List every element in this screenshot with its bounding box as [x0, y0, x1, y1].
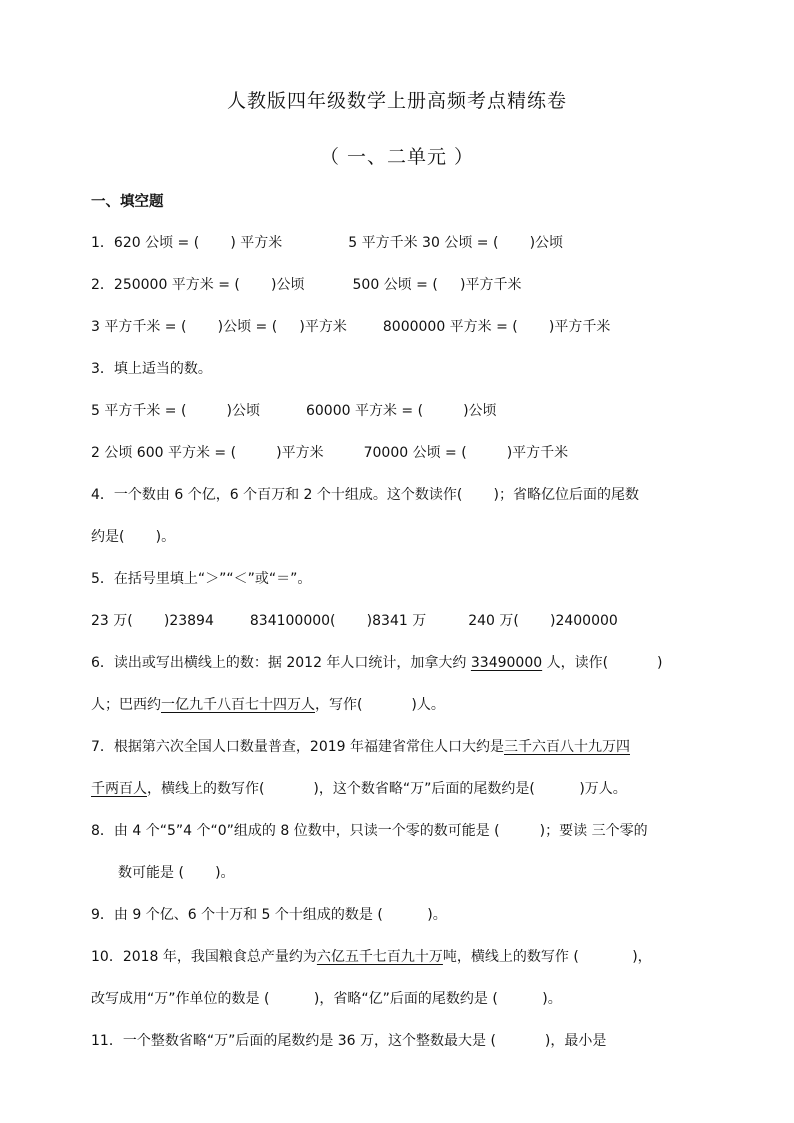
- question-5-row: [91, 610, 618, 630]
- question-8-cont: 数可能是 ( )。: [118, 865, 235, 881]
- q10-underlined-words: 六亿五千七百九十万: [316, 949, 443, 965]
- question-3-row2: [91, 442, 568, 462]
- question-6: [91, 652, 662, 672]
- q2-part-d: 8000000 平方米 = ( )平方千米: [382, 319, 611, 335]
- q6-text: 6．读出或写出横线上的数：据 2012 年人口统计，加拿大约: [91, 655, 471, 671]
- question-6-cont: [91, 694, 445, 714]
- page-title: 人教版四年级数学上册高频考点精练卷: [226, 90, 567, 112]
- section-heading: 一、填空题: [91, 194, 164, 210]
- question-2: [91, 274, 522, 294]
- q6-underlined-number: 33490000: [470, 655, 543, 671]
- q1-part-b: 5 平方千米 30 公顷 = ( )公顷: [348, 235, 564, 251]
- q7-underlined-words-2: 千两百人: [91, 781, 147, 797]
- q6-text-2-end: ，写作( )人。: [315, 697, 445, 713]
- question-7: [91, 736, 630, 756]
- q6-text-2: 人；巴西约: [91, 697, 161, 713]
- page-subtitle: （ 一、二单元 ）: [319, 146, 475, 168]
- q7-text-2: ，横线上的数写作( )，这个数省略“万”后面的尾数约是( )万人。: [147, 781, 627, 797]
- q3-part-c: 2 公顷 600 平方米 = ( )平方米: [91, 445, 324, 461]
- q6-underlined-words: 一亿九千八百七十四万人: [161, 697, 315, 713]
- question-1: [91, 232, 563, 252]
- question-10: [91, 946, 652, 966]
- q3-part-b: 60000 平方米 = ( )公顷: [305, 403, 497, 419]
- question-5: 5．在括号里填上“＞”“＜”或“＝”。: [91, 571, 312, 587]
- question-8: 8．由 4 个“5”4 个“0”组成的 8 位数中，只读一个零的数可能是 ( )；要读 三个零的: [91, 823, 648, 839]
- question-3: 3．填上适当的数。: [91, 361, 212, 377]
- q2-part-b: 500 公顷 = ( )平方千米: [352, 277, 522, 293]
- question-4: 4．一个数由 6 个亿，6 个百万和 2 个十组成。这个数读作( )；省略亿位后面的尾数: [91, 487, 639, 503]
- question-11: 11．一个整数省略“万”后面的尾数约是 36 万，这个整数最大是 ( )，最小是: [91, 1033, 607, 1049]
- question-3-row1: [91, 400, 497, 420]
- q7-underlined-words: 三千六百八十九万四: [504, 739, 630, 755]
- q5-part-a: 23 万( )23894: [91, 613, 214, 629]
- q3-part-a: 5 平方千米 = ( )公顷: [91, 403, 260, 419]
- question-2-cont: [91, 316, 610, 336]
- q10-text-end: 吨，横线上的数写作 ( )，: [442, 949, 652, 965]
- q2-part-c: 3 平方千米 = ( )公顷 = ( )平方米: [91, 319, 347, 335]
- q1-part-a: 1．620 公顷 = ( ) 平方米: [91, 235, 283, 251]
- question-7-cont: [91, 778, 627, 798]
- q6-text-end: 人，读作( ): [542, 655, 663, 671]
- question-10-cont: 改写成用“万”作单位的数是 ( )，省略“亿”后面的尾数约是 ( )。: [91, 991, 562, 1007]
- q3-part-d: 70000 公顷 = ( )平方千米: [363, 445, 569, 461]
- q5-part-c: 240 万( )2400000: [468, 613, 618, 629]
- question-4-cont: 约是( )。: [91, 529, 176, 545]
- q5-part-b: 834100000( )8341 万: [249, 613, 427, 629]
- question-9: 9．由 9 个亿、6 个十万和 5 个十组成的数是 ( )。: [91, 907, 447, 923]
- q2-part-a: 2．250000 平方米 = ( )公顷: [91, 277, 305, 293]
- q10-text: 10．2018 年，我国粮食总产量约为: [91, 949, 317, 965]
- q7-text: 7．根据第六次全国人口数量普查，2019 年福建省常住人口大约是: [91, 739, 504, 755]
